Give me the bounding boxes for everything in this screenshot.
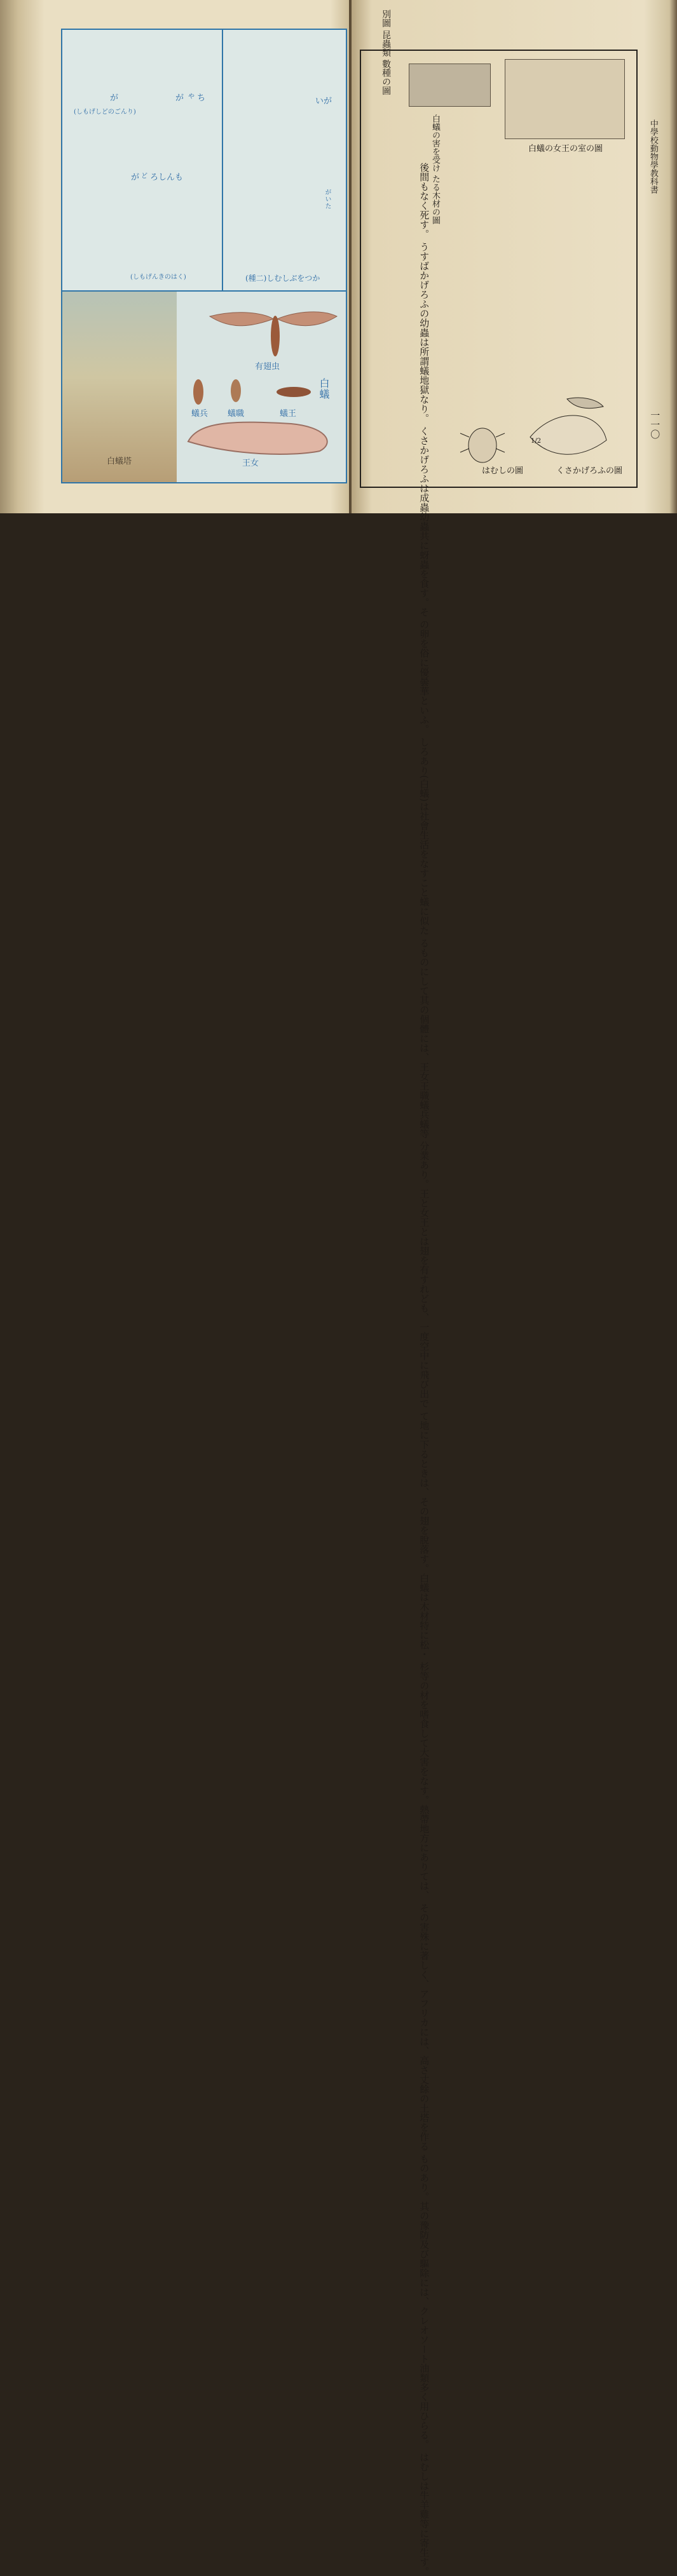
wood-damage-caption-line-2: たる木材の圖 xyxy=(430,175,440,225)
color-insect-plate xyxy=(61,29,347,483)
damaged-wood-figure xyxy=(409,64,491,107)
queen-chamber-figure xyxy=(505,59,625,139)
clothes-moth-label: いが xyxy=(315,97,332,106)
text-line-7: 分業あり。王と女王とは翅を有すれども、一度空中に飛び出で xyxy=(418,1141,430,1408)
third-moth-rest-label: ろしんも xyxy=(150,173,184,182)
hamushi-caption: はむしの圖 xyxy=(482,466,524,476)
text-line-4: の卵を俗に優曇華といふ。 xyxy=(418,619,430,734)
winged-termite-label: 有翅虫 xyxy=(255,362,280,372)
caterpillar-caption: (しもげんきのはく) xyxy=(130,274,186,281)
ham-bug-illustration xyxy=(460,428,505,462)
mound-label: 白蟻塔 xyxy=(107,457,132,466)
lacewing-illustration xyxy=(530,398,606,454)
text-line-6: るものにして其の個體には、王女王職蟻兵蟻等 xyxy=(418,938,430,1138)
third-moth-label: が xyxy=(131,173,140,182)
second-moth-small-label: や xyxy=(188,93,195,100)
running-head: 中學校動物學教科書 xyxy=(648,119,658,194)
king-label: 蟻王 xyxy=(280,409,297,419)
text-line-8: て地に下るときは、その翅を脫落す。白蟻は木材特に松・ xyxy=(418,1411,430,1659)
second-moth-label: が xyxy=(175,93,184,103)
text-line-5: しろあり(白蟻)は社會生活をなすこと蟻に似た xyxy=(418,737,430,935)
text-line-9: 杉等の材を嗜食して大害をなす。熱帶地方にありては、 xyxy=(418,1661,430,1900)
text-line-1: 後間もなく死す。 xyxy=(418,163,430,239)
fraction-label: 1/2 xyxy=(531,438,542,445)
worker-label: 蟻職 xyxy=(228,409,245,419)
text-line-2: うすばかげろふの幼蟲は所謂蟻地獄なり。 xyxy=(418,241,430,423)
corner-title-line-3: 數種の圖 xyxy=(381,59,392,95)
plate-vertical-divider xyxy=(222,30,223,290)
text-line-3: くさかげろふは成蟲幼蟲共に蚜蟲を食す。そ xyxy=(418,426,430,617)
corner-title-line-1: 別圖 xyxy=(381,10,392,27)
kaita-label: がいた xyxy=(324,189,331,210)
queen-chamber-caption: 白蟻の女王の室の圖 xyxy=(528,144,603,154)
clothes-moth-panel xyxy=(223,30,346,290)
wood-damage-caption xyxy=(429,114,441,224)
moth-paren-label: (しもげしどのごんり) xyxy=(74,109,136,116)
soldier-label: 蟻兵 xyxy=(191,409,209,419)
termite-mound-landscape xyxy=(62,292,177,482)
white-ant-label: 白蟻 xyxy=(318,378,330,400)
text-line-12: はむしは牛羊雞等に寄生す。 xyxy=(418,2452,430,2576)
second-moth-rest-label: ち xyxy=(197,93,206,103)
lacewing-caption: くさかげろふの圖 xyxy=(556,466,623,476)
text-line-10: その害殊に著しく、アフリカには、高さ丈餘の土塔を作る xyxy=(418,1903,430,2151)
corner-title-line-2: 昆蟲類 xyxy=(381,30,392,57)
main-vertical-text xyxy=(418,163,430,2576)
text-line-11: ものあり。其の豫防及び驅除には、クレオソート油類多く用ひらる。 xyxy=(418,2154,430,2450)
page-number: 一一〇 xyxy=(649,410,661,439)
bottom-insect-illustrations xyxy=(460,399,632,468)
queen-label: 王女 xyxy=(242,459,259,468)
termite-illustrations xyxy=(188,312,337,454)
wood-damage-caption-line-1: 白蟻の害を受け xyxy=(430,114,440,172)
moth-label: が xyxy=(110,93,119,103)
left-page xyxy=(0,0,352,513)
right-page xyxy=(352,0,677,2576)
beetle-caption: (種二)しむしぶをつか xyxy=(245,274,320,283)
moth-panel xyxy=(62,30,222,290)
third-moth-small-label: ど xyxy=(141,173,147,180)
